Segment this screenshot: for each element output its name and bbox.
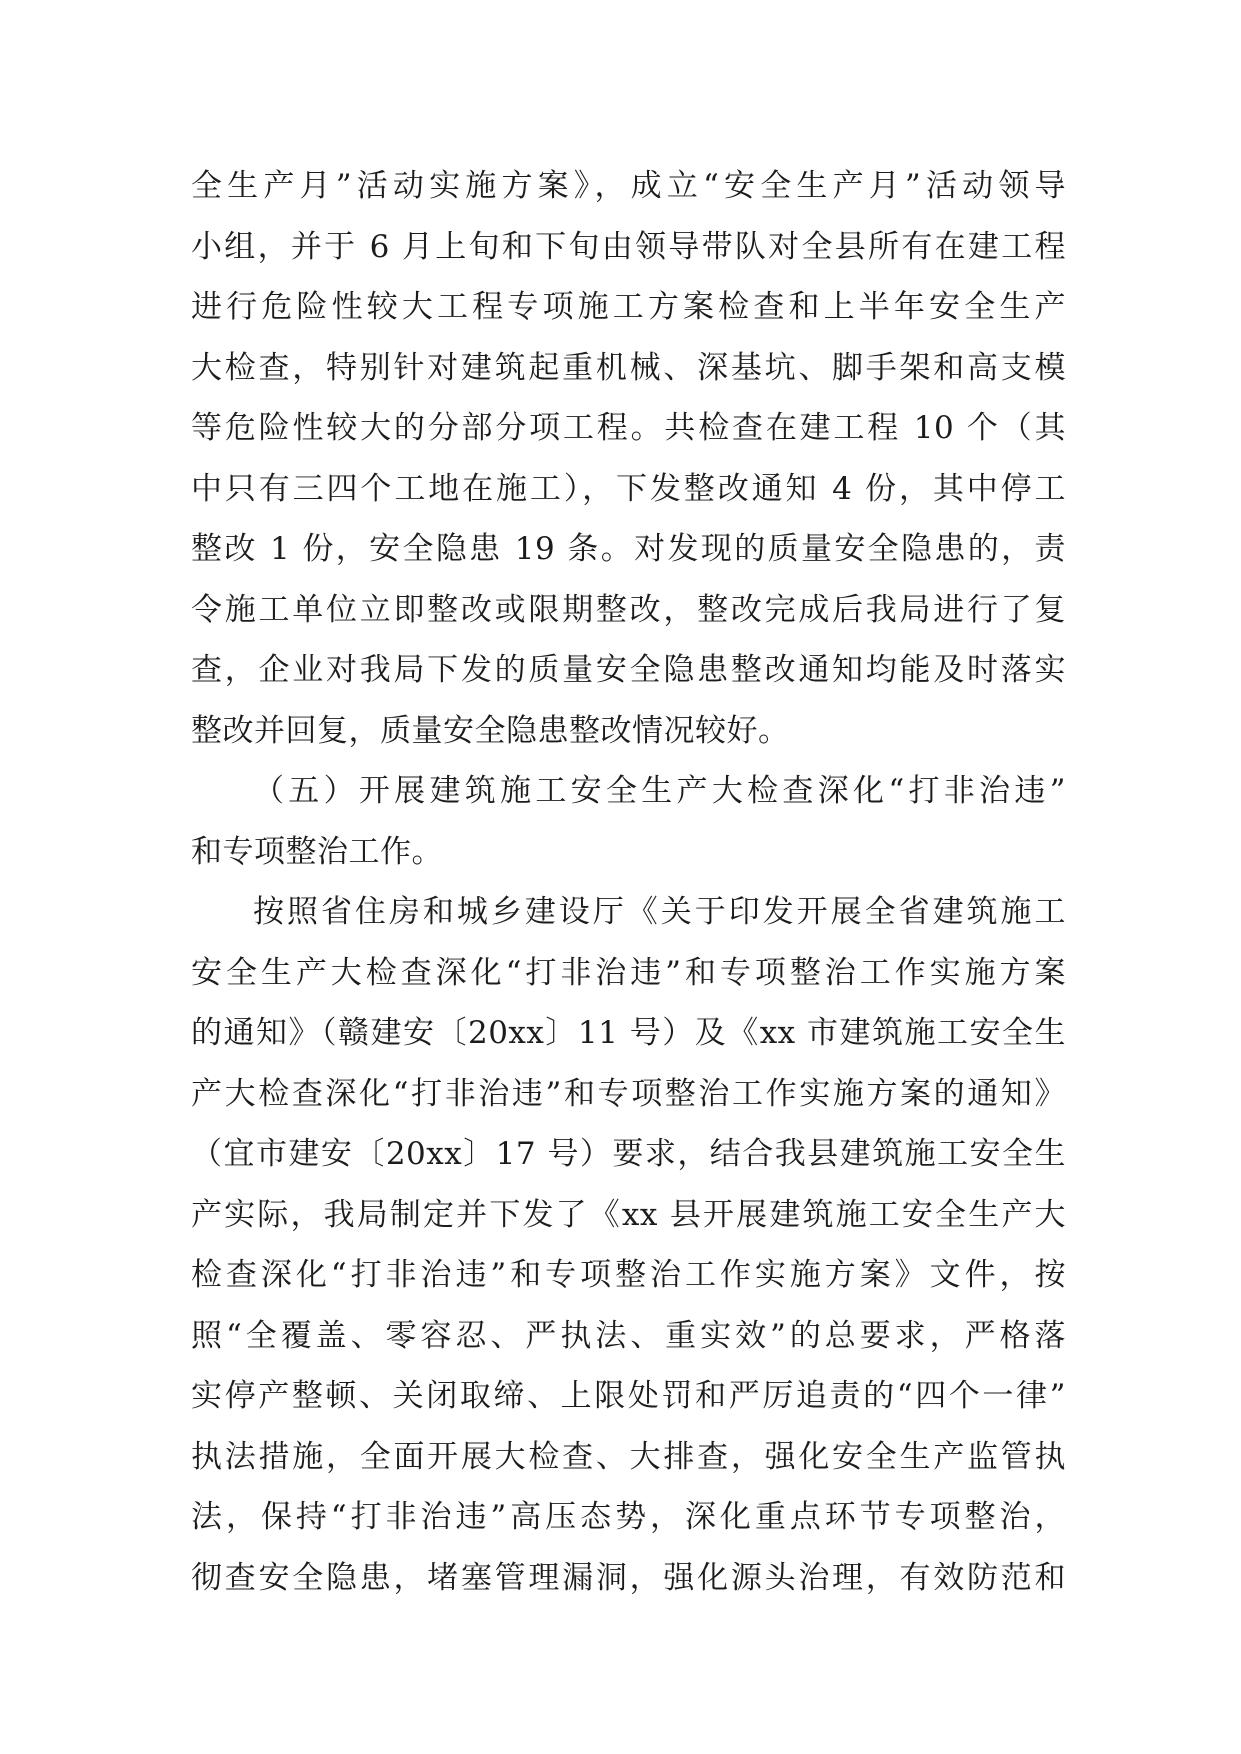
text-line: 产大检查深化“打非治违”和专项整治工作实施方案的通知》 <box>191 1075 1066 1112</box>
text-line: 执法措施，全面开展大检查、大排查，强化安全生产监管执 <box>191 1438 1066 1475</box>
section-heading-end-line: 和专项整治工作。 <box>191 833 443 870</box>
text-line: 大检查，特别针对建筑起重机械、深基坑、脚手架和高支模 <box>191 349 1066 386</box>
section-heading-line: （五）开展建筑施工安全生产大检查深化“打非治违” <box>253 773 1066 809</box>
text-line: 彻查安全隐患，堵塞管理漏洞，强化源头治理，有效防范和 <box>191 1559 1066 1596</box>
paragraph-start-line: 按照省住房和城乡建设厅《关于印发开展全省建筑施工 <box>253 894 1066 930</box>
text-line: 的通知》（赣建安〔20xx〕11 号）及《xx 市建筑施工安全生 <box>191 1015 1066 1051</box>
text-line: 全生产月”活动实施方案》，成立“安全生产月”活动领导 <box>191 168 1066 204</box>
text-line: 小组，并于 6 月上旬和下旬由领导带队对全县所有在建工程 <box>191 228 1066 265</box>
body-text <box>191 156 1066 1608</box>
text-line: 查，企业对我局下发的质量安全隐患整改通知均能及时落实 <box>191 652 1066 688</box>
text-line: 产实际，我局制定并下发了《xx 县开展建筑施工安全生产大 <box>191 1196 1066 1233</box>
text-line: 照“全覆盖、零容忍、严执法、重实效”的总要求，严格落 <box>191 1317 1066 1354</box>
text-line: 令施工单位立即整改或限期整改，整改完成后我局进行了复 <box>191 591 1066 628</box>
text-line: 等危险性较大的分部分项工程。共检查在建工程 10 个（其 <box>191 410 1066 446</box>
paragraph-end-line: 整改并回复，质量安全隐患整改情况较好。 <box>191 712 790 749</box>
text-line: 法，保持“打非治违”高压态势，深化重点环节专项整治， <box>191 1499 1066 1535</box>
text-line: 检查深化“打非治违”和专项整治工作实施方案》文件，按 <box>191 1257 1066 1293</box>
text-line: 进行危险性较大工程专项施工方案检查和上半年安全生产 <box>191 289 1066 325</box>
text-line: 安全生产大检查深化“打非治违”和专项整治工作实施方案 <box>191 954 1066 991</box>
text-line: 中只有三四个工地在施工），下发整改通知 4 份，其中停工 <box>191 470 1066 507</box>
text-line: 整改 1 份，安全隐患 19 条。对发现的质量安全隐患的，责 <box>191 531 1066 567</box>
text-line: （宜市建安〔20xx〕17 号）要求，结合我县建筑施工安全生 <box>191 1136 1066 1172</box>
text-line: 实停产整顿、关闭取缔、上限处罚和严厉追责的“四个一律” <box>191 1378 1066 1414</box>
